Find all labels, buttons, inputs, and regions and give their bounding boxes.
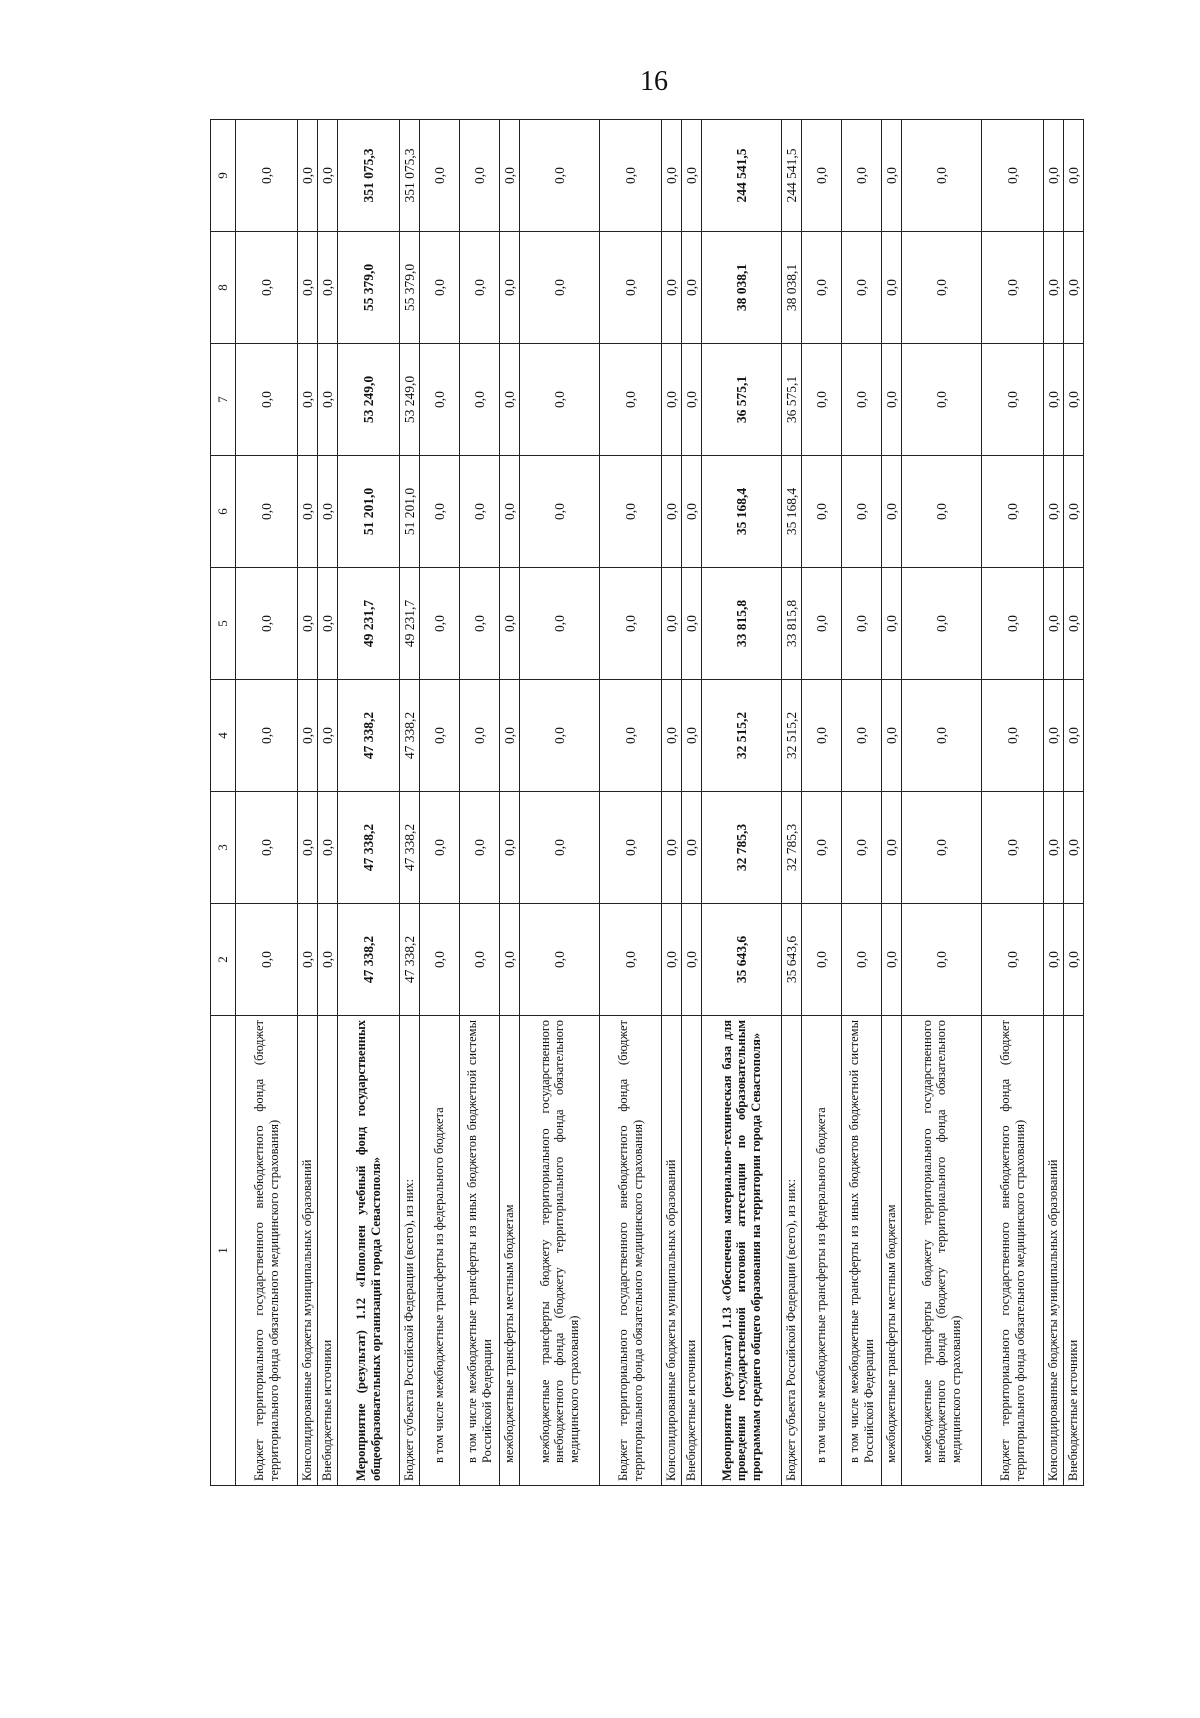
cell-value: 0,0 xyxy=(520,120,600,232)
table-row xyxy=(600,120,662,1486)
cell-value: 0,0 xyxy=(682,232,702,344)
cell-value: 0,0 xyxy=(802,904,842,1016)
cell-value: 0,0 xyxy=(842,792,882,904)
cell-value: 0,0 xyxy=(662,120,682,232)
budget-table xyxy=(210,119,1084,1486)
row-label: межбюджетные трансферты местным бюджетам xyxy=(882,1016,902,1486)
cell-value: 0,0 xyxy=(982,680,1044,792)
cell-value: 0,0 xyxy=(600,680,662,792)
cell-value: 0,0 xyxy=(842,344,882,456)
cell-value: 47 338,2 xyxy=(400,680,420,792)
cell-value: 0,0 xyxy=(882,120,902,232)
cell-value: 0,0 xyxy=(236,456,298,568)
cell-value: 244 541,5 xyxy=(702,120,782,232)
cell-value: 0,0 xyxy=(882,904,902,1016)
header-row xyxy=(211,120,236,1486)
cell-value: 0,0 xyxy=(1064,792,1084,904)
cell-value: 0,0 xyxy=(500,792,520,904)
cell-value: 0,0 xyxy=(500,344,520,456)
cell-value: 0,0 xyxy=(902,232,982,344)
cell-value: 0,0 xyxy=(460,568,500,680)
cell-value: 0,0 xyxy=(1044,456,1064,568)
cell-value: 0,0 xyxy=(600,344,662,456)
table-row xyxy=(298,120,318,1486)
cell-value: 0,0 xyxy=(882,456,902,568)
cell-value: 0,0 xyxy=(1044,904,1064,1016)
table-row xyxy=(802,120,842,1486)
cell-value: 0,0 xyxy=(236,232,298,344)
cell-value: 0,0 xyxy=(520,568,600,680)
cell-value: 0,0 xyxy=(298,568,318,680)
row-label: Консолидированные бюджеты муниципальных образований xyxy=(1044,1016,1064,1486)
row-label: Консолидированные бюджеты муниципальных образований xyxy=(298,1016,318,1486)
cell-value: 0,0 xyxy=(420,568,460,680)
table-row xyxy=(1064,120,1084,1486)
cell-value: 0,0 xyxy=(500,456,520,568)
cell-value: 0,0 xyxy=(902,792,982,904)
cell-value: 0,0 xyxy=(662,456,682,568)
row-label: Внебюджетные источники xyxy=(1064,1016,1084,1486)
cell-value: 0,0 xyxy=(520,232,600,344)
cell-value: 0,0 xyxy=(318,680,338,792)
cell-value: 0,0 xyxy=(298,344,318,456)
row-label: в том числе межбюджетные трансферты из иных бюджетов бюджетной системы Российской Федерации xyxy=(842,1016,882,1486)
row-label: Бюджет территориального государственного внебюджетного фонда (бюджет территориального фонда обязательного медицинского страхования) xyxy=(600,1016,662,1486)
cell-value: 0,0 xyxy=(500,680,520,792)
table-row xyxy=(702,120,782,1486)
cell-value: 0,0 xyxy=(298,120,318,232)
table-body xyxy=(236,120,1084,1486)
cell-value: 32 515,2 xyxy=(782,680,802,792)
row-label: Внебюджетные источники xyxy=(682,1016,702,1486)
cell-value: 0,0 xyxy=(420,456,460,568)
row-label: межбюджетные трансферты бюджету территориального государственного внебюджетного фонда (бюджету территориального фонда обязательного медицинского страхования) xyxy=(902,1016,982,1486)
cell-value: 0,0 xyxy=(842,680,882,792)
cell-value: 32 785,3 xyxy=(702,792,782,904)
cell-value: 0,0 xyxy=(902,904,982,1016)
cell-value: 0,0 xyxy=(982,232,1044,344)
table-row xyxy=(338,120,400,1486)
cell-value: 0,0 xyxy=(1064,344,1084,456)
row-label: Консолидированные бюджеты муниципальных образований xyxy=(662,1016,682,1486)
cell-value: 0,0 xyxy=(1064,680,1084,792)
column-header: 9 xyxy=(211,120,236,232)
row-label: в том числе межбюджетные трансферты из федерального бюджета xyxy=(420,1016,460,1486)
cell-value: 38 038,1 xyxy=(702,232,782,344)
column-header: 2 xyxy=(211,904,236,1016)
table-row xyxy=(460,120,500,1486)
cell-value: 351 075,3 xyxy=(338,120,400,232)
cell-value: 0,0 xyxy=(500,120,520,232)
cell-value: 38 038,1 xyxy=(782,232,802,344)
cell-value: 0,0 xyxy=(842,904,882,1016)
cell-value: 36 575,1 xyxy=(702,344,782,456)
cell-value: 0,0 xyxy=(600,120,662,232)
table-row xyxy=(420,120,460,1486)
table-row xyxy=(782,120,802,1486)
cell-value: 0,0 xyxy=(802,344,842,456)
cell-value: 0,0 xyxy=(682,792,702,904)
cell-value: 0,0 xyxy=(600,792,662,904)
row-label: межбюджетные трансферты местным бюджетам xyxy=(500,1016,520,1486)
row-label: Бюджет субъекта Российской Федерации (всего), из них: xyxy=(400,1016,420,1486)
cell-value: 32 515,2 xyxy=(702,680,782,792)
cell-value: 53 249,0 xyxy=(400,344,420,456)
cell-value: 0,0 xyxy=(1064,568,1084,680)
cell-value: 36 575,1 xyxy=(782,344,802,456)
cell-value: 0,0 xyxy=(420,904,460,1016)
cell-value: 0,0 xyxy=(298,232,318,344)
table-row xyxy=(842,120,882,1486)
cell-value: 0,0 xyxy=(802,456,842,568)
cell-value: 244 541,5 xyxy=(782,120,802,232)
cell-value: 0,0 xyxy=(842,232,882,344)
cell-value: 0,0 xyxy=(600,232,662,344)
cell-value: 0,0 xyxy=(662,680,682,792)
rotated-table-frame xyxy=(210,120,1200,1486)
table-row xyxy=(882,120,902,1486)
cell-value: 0,0 xyxy=(882,344,902,456)
cell-value: 0,0 xyxy=(500,568,520,680)
cell-value: 0,0 xyxy=(318,344,338,456)
cell-value: 0,0 xyxy=(902,680,982,792)
cell-value: 0,0 xyxy=(982,568,1044,680)
table-row xyxy=(662,120,682,1486)
cell-value: 55 379,0 xyxy=(338,232,400,344)
column-header: 5 xyxy=(211,568,236,680)
cell-value: 32 785,3 xyxy=(782,792,802,904)
cell-value: 0,0 xyxy=(460,792,500,904)
cell-value: 0,0 xyxy=(682,120,702,232)
cell-value: 0,0 xyxy=(520,456,600,568)
cell-value: 0,0 xyxy=(318,568,338,680)
cell-value: 0,0 xyxy=(460,120,500,232)
cell-value: 351 075,3 xyxy=(400,120,420,232)
cell-value: 0,0 xyxy=(298,792,318,904)
table-row xyxy=(236,120,298,1486)
cell-value: 0,0 xyxy=(1044,680,1064,792)
cell-value: 53 249,0 xyxy=(338,344,400,456)
cell-value: 0,0 xyxy=(520,792,600,904)
cell-value: 0,0 xyxy=(318,232,338,344)
cell-value: 0,0 xyxy=(882,568,902,680)
cell-value: 0,0 xyxy=(600,568,662,680)
cell-value: 0,0 xyxy=(842,568,882,680)
cell-value: 0,0 xyxy=(682,680,702,792)
row-label: Бюджет субъекта Российской Федерации (всего), из них: xyxy=(782,1016,802,1486)
cell-value: 0,0 xyxy=(682,456,702,568)
cell-value: 0,0 xyxy=(662,904,682,1016)
cell-value: 0,0 xyxy=(520,904,600,1016)
cell-value: 47 338,2 xyxy=(400,792,420,904)
cell-value: 0,0 xyxy=(1064,232,1084,344)
cell-value: 0,0 xyxy=(318,456,338,568)
cell-value: 0,0 xyxy=(902,568,982,680)
table-row xyxy=(982,120,1044,1486)
cell-value: 0,0 xyxy=(318,120,338,232)
cell-value: 35 168,4 xyxy=(702,456,782,568)
row-label: Бюджет территориального государственного внебюджетного фонда (бюджет территориального фонда обязательного медицинского страхования) xyxy=(236,1016,298,1486)
cell-value: 0,0 xyxy=(500,904,520,1016)
table-row xyxy=(500,120,520,1486)
row-label: межбюджетные трансферты бюджету территориального государственного внебюджетного фонда (бюджету территориального фонда обязательного медицинского страхования) xyxy=(520,1016,600,1486)
cell-value: 0,0 xyxy=(1064,120,1084,232)
cell-value: 33 815,8 xyxy=(782,568,802,680)
table-row xyxy=(520,120,600,1486)
cell-value: 47 338,2 xyxy=(338,680,400,792)
cell-value: 0,0 xyxy=(662,344,682,456)
cell-value: 0,0 xyxy=(420,344,460,456)
cell-value: 0,0 xyxy=(460,456,500,568)
cell-value: 0,0 xyxy=(1064,904,1084,1016)
cell-value: 0,0 xyxy=(982,904,1044,1016)
table-row xyxy=(1044,120,1064,1486)
cell-value: 0,0 xyxy=(882,680,902,792)
cell-value: 0,0 xyxy=(1044,568,1064,680)
cell-value: 0,0 xyxy=(802,232,842,344)
cell-value: 0,0 xyxy=(236,568,298,680)
column-header: 7 xyxy=(211,344,236,456)
cell-value: 0,0 xyxy=(882,792,902,904)
table-row xyxy=(400,120,420,1486)
cell-value: 0,0 xyxy=(420,232,460,344)
cell-value: 0,0 xyxy=(236,680,298,792)
cell-value: 0,0 xyxy=(420,792,460,904)
cell-value: 0,0 xyxy=(902,456,982,568)
cell-value: 0,0 xyxy=(802,680,842,792)
cell-value: 51 201,0 xyxy=(400,456,420,568)
column-header: 4 xyxy=(211,680,236,792)
cell-value: 0,0 xyxy=(1044,344,1064,456)
cell-value: 0,0 xyxy=(1064,456,1084,568)
cell-value: 0,0 xyxy=(1044,792,1064,904)
cell-value: 0,0 xyxy=(460,344,500,456)
cell-value: 0,0 xyxy=(460,904,500,1016)
cell-value: 0,0 xyxy=(682,568,702,680)
cell-value: 0,0 xyxy=(236,120,298,232)
cell-value: 35 643,6 xyxy=(782,904,802,1016)
row-label: Внебюджетные источники xyxy=(318,1016,338,1486)
cell-value: 0,0 xyxy=(802,792,842,904)
column-header: 8 xyxy=(211,232,236,344)
page-number: 16 xyxy=(640,66,668,97)
cell-value: 0,0 xyxy=(236,344,298,456)
cell-value: 0,0 xyxy=(682,344,702,456)
table-row xyxy=(682,120,702,1486)
cell-value: 0,0 xyxy=(662,792,682,904)
cell-value: 33 815,8 xyxy=(702,568,782,680)
cell-value: 0,0 xyxy=(1044,120,1064,232)
cell-value: 0,0 xyxy=(902,344,982,456)
cell-value: 0,0 xyxy=(600,904,662,1016)
row-label: Мероприятие (результат) 1.12 «Пополнен учебный фонд государственных общеобразовательных организаций города Севастополя» xyxy=(338,1016,400,1486)
cell-value: 0,0 xyxy=(982,792,1044,904)
row-label: в том числе межбюджетные трансферты из иных бюджетов бюджетной системы Российской Федерации xyxy=(460,1016,500,1486)
cell-value: 0,0 xyxy=(420,680,460,792)
cell-value: 0,0 xyxy=(842,456,882,568)
cell-value: 0,0 xyxy=(1044,232,1064,344)
cell-value: 0,0 xyxy=(520,344,600,456)
cell-value: 0,0 xyxy=(318,792,338,904)
cell-value: 47 338,2 xyxy=(338,904,400,1016)
cell-value: 35 168,4 xyxy=(782,456,802,568)
table-container xyxy=(210,120,1200,1481)
column-header: 3 xyxy=(211,792,236,904)
cell-value: 0,0 xyxy=(298,456,318,568)
cell-value: 0,0 xyxy=(600,456,662,568)
table-row xyxy=(318,120,338,1486)
cell-value: 0,0 xyxy=(982,344,1044,456)
row-label: Мероприятие (результат) 1.13 «Обеспечена материально-техническая база для проведения государственной итоговой аттестации по образовательным программам среднего общего образования на территории города Севастополя» xyxy=(702,1016,782,1486)
cell-value: 0,0 xyxy=(662,232,682,344)
cell-value: 0,0 xyxy=(236,904,298,1016)
cell-value: 0,0 xyxy=(460,232,500,344)
cell-value: 0,0 xyxy=(842,120,882,232)
cell-value: 0,0 xyxy=(298,904,318,1016)
cell-value: 0,0 xyxy=(420,120,460,232)
cell-value: 0,0 xyxy=(236,792,298,904)
cell-value: 0,0 xyxy=(318,904,338,1016)
column-header: 1 xyxy=(211,1016,236,1486)
row-label: Бюджет территориального государственного внебюджетного фонда (бюджет территориального фонда обязательного медицинского страхования) xyxy=(982,1016,1044,1486)
table-row xyxy=(902,120,982,1486)
cell-value: 49 231,7 xyxy=(400,568,420,680)
cell-value: 51 201,0 xyxy=(338,456,400,568)
column-header: 6 xyxy=(211,456,236,568)
cell-value: 0,0 xyxy=(520,680,600,792)
cell-value: 0,0 xyxy=(882,232,902,344)
cell-value: 0,0 xyxy=(982,120,1044,232)
cell-value: 0,0 xyxy=(500,232,520,344)
row-label: в том числе межбюджетные трансферты из федерального бюджета xyxy=(802,1016,842,1486)
cell-value: 0,0 xyxy=(662,568,682,680)
cell-value: 49 231,7 xyxy=(338,568,400,680)
cell-value: 0,0 xyxy=(298,680,318,792)
cell-value: 0,0 xyxy=(902,120,982,232)
cell-value: 0,0 xyxy=(802,568,842,680)
cell-value: 0,0 xyxy=(982,456,1044,568)
cell-value: 0,0 xyxy=(460,680,500,792)
cell-value: 0,0 xyxy=(682,904,702,1016)
cell-value: 47 338,2 xyxy=(338,792,400,904)
cell-value: 55 379,0 xyxy=(400,232,420,344)
cell-value: 35 643,6 xyxy=(702,904,782,1016)
cell-value: 47 338,2 xyxy=(400,904,420,1016)
cell-value: 0,0 xyxy=(802,120,842,232)
